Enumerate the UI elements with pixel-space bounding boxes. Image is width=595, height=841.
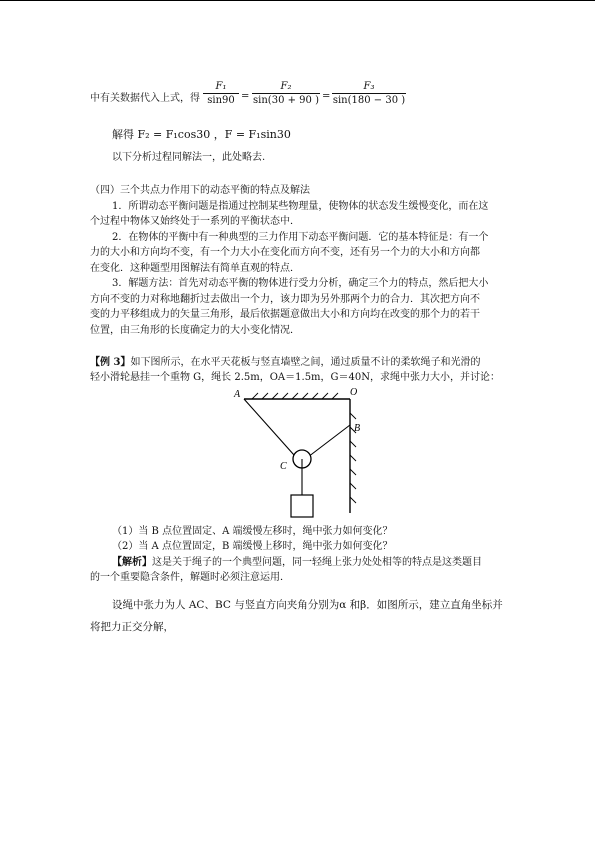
rope-cb	[308, 425, 350, 457]
ceiling-hatch	[252, 393, 338, 399]
solution-note: 以下分析过程同解法一，此处略去.	[112, 152, 266, 163]
label-a: A	[234, 389, 241, 400]
f2-denominator: sin(30 + 90 )	[253, 95, 319, 106]
example-tag: 【例 3】	[90, 357, 131, 368]
para2-line3: 在变化．这种题型用图解法有简单直观的特点．	[90, 263, 300, 274]
para3-line3: 变的力平移组成力的矢量三角形，最后依据题意做出大小和方向均在改变的那个力的若干	[90, 309, 480, 320]
question1: （1）当 B 点位置固定、A 端缓慢左移时，绳中张力如何变化？	[112, 526, 393, 537]
page-top-border	[0, 0, 595, 1]
equals-sign-2: =	[322, 91, 331, 102]
final-line2: 将把力正交分解，	[90, 621, 174, 633]
rope-ac	[244, 399, 294, 455]
f3-numerator: F₃	[332, 81, 406, 94]
para2-line2: 力的大小和方向均不变，有一个力大小在变化而方向不变，还有另一个力的大小和方向都	[90, 247, 480, 258]
f2-numerator: F₂	[252, 81, 320, 94]
label-b: B	[354, 423, 361, 434]
analysis-text1: 这是关于绳子的一个典型问题，同一轻绳上张力处处相等的特点是这类题目	[152, 557, 482, 568]
f1-denominator: sin90	[207, 95, 235, 106]
solution-result: 解得 F₂ = F₁cos30 ，F = F₁sin30	[112, 128, 291, 141]
example-text1: 如下图所示，在水平天花板与竖直墙壁之间，通过质量不计的柔软绳子和光滑的	[130, 357, 481, 368]
section-heading: （四）三个共点力作用下的动态平衡的特点及解法	[90, 185, 310, 196]
para3-line2: 方向不变的力对称地翻折过去做出一个力，该力即为另外那两个力的合力．其次把方向不	[90, 294, 480, 305]
example-line2: 轻小滑轮悬挂一个重物 G，绳长 2.5m，OA＝1.5m，G＝40N，求绳中张力大小，并讨论：	[90, 372, 500, 383]
fraction-f3	[332, 81, 406, 106]
label-c: C	[280, 461, 287, 472]
weight-block	[291, 495, 313, 517]
example-line1	[90, 356, 480, 370]
analysis-line1	[112, 556, 482, 570]
para1-line2: 个过程中物体又始终处于一系列的平衡状态中．	[90, 216, 300, 227]
f3-denominator: sin(180 − 30 )	[332, 95, 406, 106]
para1-line1: 1．所谓动态平衡问题是指通过控制某些物理量，使物体的状态发生缓慢变化，而在这	[112, 201, 489, 212]
question2: （2）当 A 点位置固定，B 端缓慢上移时，绳中张力如何变化？	[112, 541, 393, 552]
para2-line1: 2．在物体的平衡中有一种典型的三力作用下动态平衡问题．它的基本特征是：有一个	[112, 232, 489, 243]
analysis-line2: 的一个重要隐含条件，解题时必须注意运用．	[90, 572, 290, 583]
intro-prefix: 中有关数据代入上式，得	[90, 93, 200, 104]
para3-line1: 3．解题方法：首先对动态平衡的物体进行受力分析，确定三个力的特点，然后把大小	[112, 278, 489, 289]
pulley-diagram	[228, 383, 368, 523]
para3-line4: 位置，由三角形的长度确定力的大小变化情况．	[90, 325, 300, 336]
analysis-tag: 【解析】	[112, 557, 152, 568]
final-line1: 设绳中张力为人 AC、BC 与竖直方向夹角分别为α 和β．如图所示，建立直角坐标并	[112, 599, 503, 611]
equals-sign-1: =	[241, 91, 250, 102]
label-o: O	[350, 387, 358, 398]
fraction-f1	[203, 81, 239, 106]
fraction-f2	[252, 81, 320, 106]
f1-numerator: F₁	[203, 81, 239, 94]
